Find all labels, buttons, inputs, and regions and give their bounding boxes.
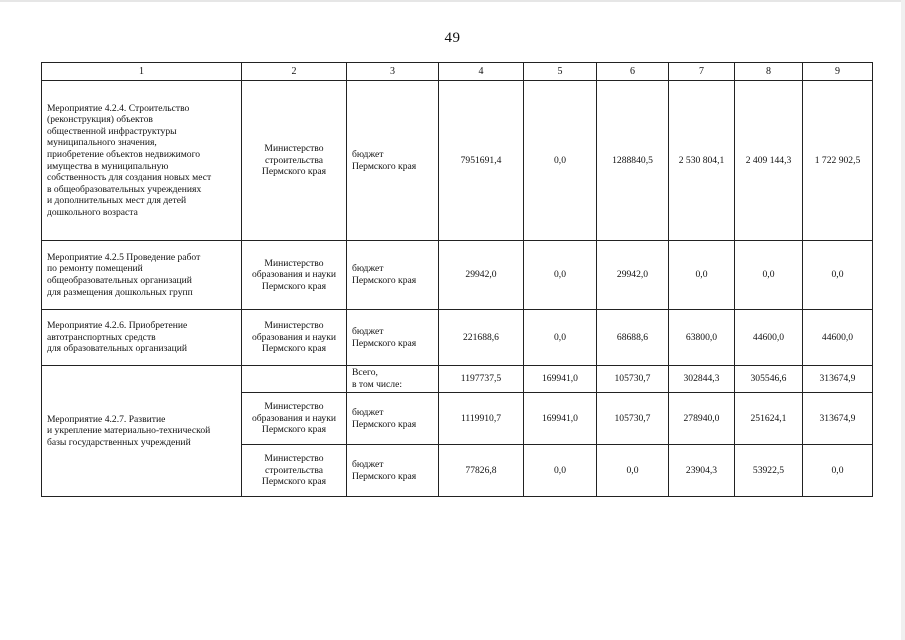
value-cell: 251624,1 bbox=[735, 393, 803, 445]
column-header: 9 bbox=[803, 63, 873, 81]
column-header: 3 bbox=[347, 63, 439, 81]
value-cell: 313674,9 bbox=[803, 393, 873, 445]
funding-source-cell: бюджет Пермского края bbox=[347, 445, 439, 497]
budget-table bbox=[41, 62, 873, 497]
column-header: 5 bbox=[524, 63, 597, 81]
funding-source-cell: бюджет Пермского края bbox=[347, 241, 439, 310]
value-cell: 0,0 bbox=[524, 310, 597, 366]
value-cell: 0,0 bbox=[524, 81, 597, 241]
value-cell: 302844,3 bbox=[669, 366, 735, 393]
value-cell: 53922,5 bbox=[735, 445, 803, 497]
value-cell: 7951691,4 bbox=[439, 81, 524, 241]
executor-cell: Министерство строительства Пермского края bbox=[242, 445, 347, 497]
page-number: 49 bbox=[444, 30, 461, 46]
column-header: 8 bbox=[735, 63, 803, 81]
value-cell: 29942,0 bbox=[597, 241, 669, 310]
executor-cell-empty bbox=[242, 366, 347, 393]
value-cell: 68688,6 bbox=[597, 310, 669, 366]
value-cell: 169941,0 bbox=[524, 366, 597, 393]
executor-cell: Министерство образования и науки Пермского края bbox=[242, 393, 347, 445]
value-cell: 0,0 bbox=[803, 241, 873, 310]
funding-source-cell: бюджет Пермского края bbox=[347, 310, 439, 366]
value-cell: 29942,0 bbox=[439, 241, 524, 310]
funding-source-cell: Всего, в том числе: bbox=[347, 366, 439, 393]
value-cell: 0,0 bbox=[524, 241, 597, 310]
activity-description: Мероприятие 4.2.5 Проведение работ по ремонту помещений общеобразовательных организаций для размещения дошкольных групп bbox=[42, 241, 242, 310]
value-cell: 0,0 bbox=[735, 241, 803, 310]
value-cell: 278940,0 bbox=[669, 393, 735, 445]
value-cell: 305546,6 bbox=[735, 366, 803, 393]
column-header: 7 bbox=[669, 63, 735, 81]
funding-source-cell: бюджет Пермского края bbox=[347, 393, 439, 445]
table-row-4-2-4 bbox=[42, 81, 873, 241]
scan-border-top bbox=[0, 0, 905, 2]
table-row-4-2-5 bbox=[42, 241, 873, 310]
column-header: 2 bbox=[242, 63, 347, 81]
value-cell: 313674,9 bbox=[803, 366, 873, 393]
activity-description: Мероприятие 4.2.4. Строительство (реконструкция) объектов общественной инфраструктуры муниципального значения, приобретение объектов недвижимого имущества в муниципальную собственность для создания новых мест в общеобразовательных учреждениях и дополнительных мест для детей дошкольного возраста bbox=[42, 81, 242, 241]
column-header: 1 bbox=[42, 63, 242, 81]
activity-description: Мероприятие 4.2.7. Развитие и укрепление материально-технической базы государственных учреждений bbox=[42, 366, 242, 497]
value-cell: 44600,0 bbox=[803, 310, 873, 366]
value-cell: 0,0 bbox=[669, 241, 735, 310]
executor-cell: Министерство образования и науки Пермского края bbox=[242, 310, 347, 366]
scan-border-right bbox=[901, 0, 905, 640]
column-header: 4 bbox=[439, 63, 524, 81]
value-cell: 105730,7 bbox=[597, 366, 669, 393]
value-cell: 1 722 902,5 bbox=[803, 81, 873, 241]
executor-cell: Министерство строительства Пермского края bbox=[242, 81, 347, 241]
funding-source-cell: бюджет Пермского края bbox=[347, 81, 439, 241]
value-cell: 1288840,5 bbox=[597, 81, 669, 241]
value-cell: 1197737,5 bbox=[439, 366, 524, 393]
column-header-row bbox=[42, 63, 873, 81]
value-cell: 2 530 804,1 bbox=[669, 81, 735, 241]
value-cell: 0,0 bbox=[803, 445, 873, 497]
executor-cell: Министерство образования и науки Пермского края bbox=[242, 241, 347, 310]
activity-description: Мероприятие 4.2.6. Приобретение автотранспортных средств для образовательных организаций bbox=[42, 310, 242, 366]
value-cell: 2 409 144,3 bbox=[735, 81, 803, 241]
table-row-4-2-7-total bbox=[42, 366, 873, 393]
value-cell: 169941,0 bbox=[524, 393, 597, 445]
value-cell: 0,0 bbox=[524, 445, 597, 497]
value-cell: 44600,0 bbox=[735, 310, 803, 366]
table-row-4-2-6 bbox=[42, 310, 873, 366]
value-cell: 1119910,7 bbox=[439, 393, 524, 445]
value-cell: 77826,8 bbox=[439, 445, 524, 497]
column-header: 6 bbox=[597, 63, 669, 81]
value-cell: 0,0 bbox=[597, 445, 669, 497]
value-cell: 105730,7 bbox=[597, 393, 669, 445]
value-cell: 23904,3 bbox=[669, 445, 735, 497]
value-cell: 63800,0 bbox=[669, 310, 735, 366]
value-cell: 221688,6 bbox=[439, 310, 524, 366]
